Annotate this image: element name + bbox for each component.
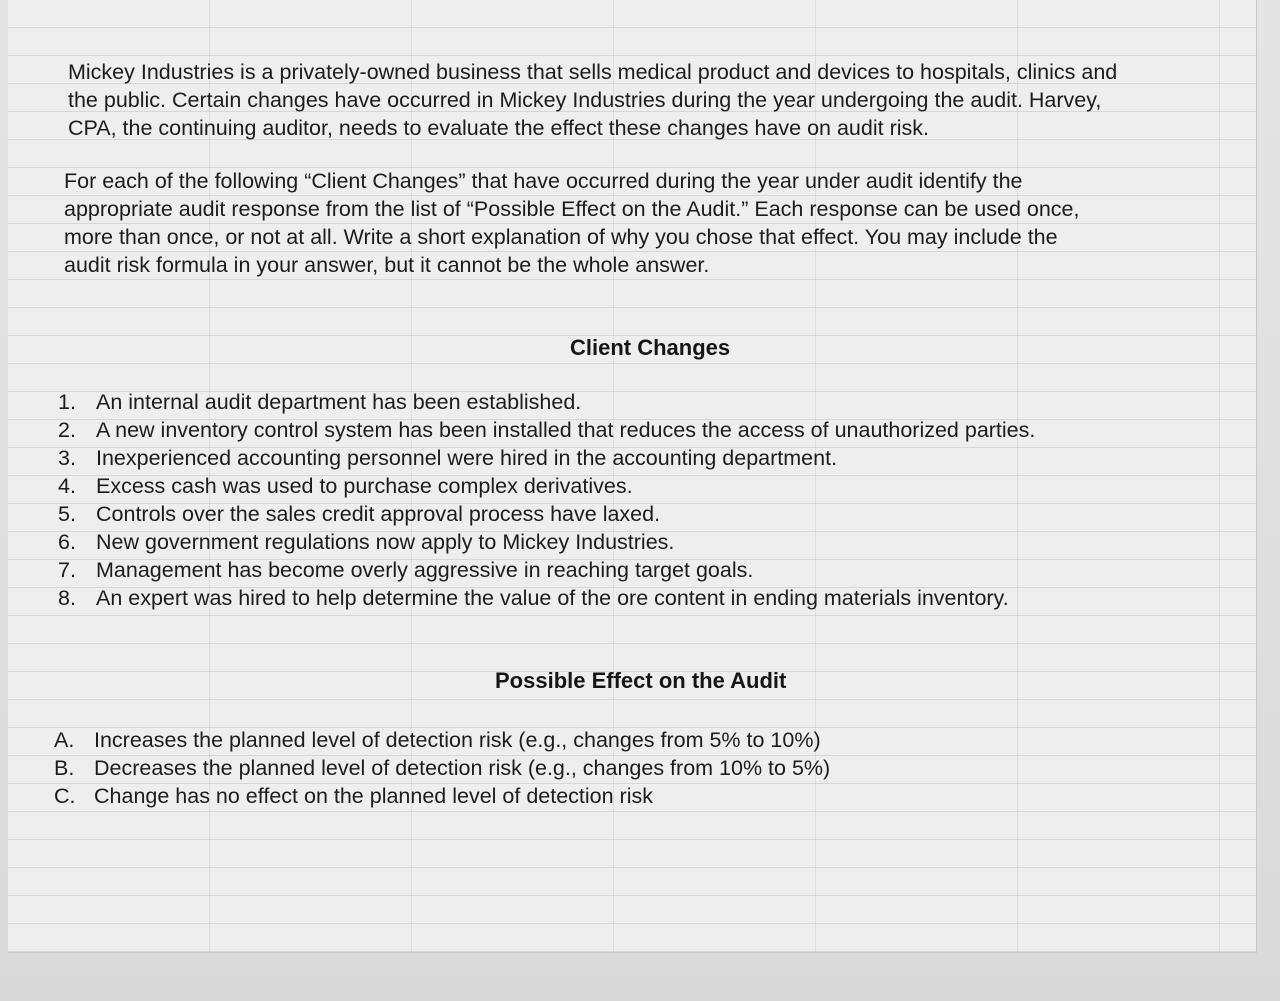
list-item bbox=[58, 472, 1035, 500]
instructions-line: more than once, or not at all. Write a short explanation of why you chose that effect. You may include the bbox=[64, 225, 1058, 249]
list-marker: A. bbox=[54, 728, 75, 752]
paper-sheet bbox=[8, 0, 1257, 953]
list-marker: 4. bbox=[58, 474, 76, 498]
list-item-text: An expert was hired to help determine the value of the ore content in ending materials inventory. bbox=[96, 586, 1009, 610]
list-item bbox=[58, 444, 1035, 472]
list-item-text: Change has no effect on the planned level of detection risk bbox=[94, 784, 653, 808]
list-marker: C. bbox=[54, 784, 76, 808]
list-item-text: Controls over the sales credit approval process have laxed. bbox=[96, 502, 661, 526]
list-item bbox=[58, 584, 1035, 612]
intro-line: the public. Certain changes have occurred in Mickey Industries during the year undergoing the audit. Harvey, bbox=[68, 88, 1102, 112]
instructions-line: appropriate audit response from the list of “Possible Effect on the Audit.” Each response can be used once, bbox=[64, 197, 1080, 221]
list-item-text: Management has become overly aggressive in reaching target goals. bbox=[96, 558, 754, 582]
list-item-text: An internal audit department has been established. bbox=[96, 390, 582, 414]
list-marker: B. bbox=[54, 756, 75, 780]
possible-effects-list bbox=[54, 726, 830, 810]
list-item bbox=[54, 782, 830, 810]
list-item-text: Decreases the planned level of detection risk (e.g., changes from 10% to 5%) bbox=[94, 756, 831, 780]
client-changes-list bbox=[58, 388, 1035, 612]
list-item bbox=[58, 556, 1035, 584]
list-item-text: Increases the planned level of detection risk (e.g., changes from 5% to 10%) bbox=[94, 728, 821, 752]
list-item-text: Excess cash was used to purchase complex derivatives. bbox=[96, 474, 633, 498]
intro-line: CPA, the continuing auditor, needs to evaluate the effect these changes have on audit risk. bbox=[68, 116, 929, 140]
list-item bbox=[58, 528, 1035, 556]
list-marker: 2. bbox=[58, 418, 76, 442]
list-item bbox=[54, 726, 830, 754]
list-item bbox=[54, 754, 830, 782]
list-item bbox=[58, 388, 1035, 416]
list-marker: 8. bbox=[58, 586, 76, 610]
list-marker: 1. bbox=[58, 390, 76, 414]
list-item bbox=[58, 500, 1035, 528]
client-changes-heading: Client Changes bbox=[570, 335, 731, 360]
list-marker: 5. bbox=[58, 502, 76, 526]
intro-paragraph bbox=[68, 58, 1117, 142]
intro-line: Mickey Industries is a privately-owned business that sells medical product and devices to hospitals, clinics and bbox=[68, 60, 1118, 84]
list-item-text: A new inventory control system has been installed that reduces the access of unauthorized parties. bbox=[96, 418, 1036, 442]
list-item-text: New government regulations now apply to Mickey Industries. bbox=[96, 530, 675, 554]
instructions-paragraph bbox=[64, 167, 1080, 279]
list-marker: 6. bbox=[58, 530, 76, 554]
instructions-line: For each of the following “Client Changes” that have occurred during the year under audit identify the bbox=[64, 169, 1023, 193]
list-item-text: Inexperienced accounting personnel were hired in the accounting department. bbox=[96, 446, 838, 470]
instructions-line: audit risk formula in your answer, but it cannot be the whole answer. bbox=[64, 253, 710, 277]
possible-effects-heading: Possible Effect on the Audit bbox=[495, 668, 787, 693]
list-item bbox=[58, 416, 1035, 444]
list-marker: 7. bbox=[58, 558, 76, 582]
list-marker: 3. bbox=[58, 446, 76, 470]
